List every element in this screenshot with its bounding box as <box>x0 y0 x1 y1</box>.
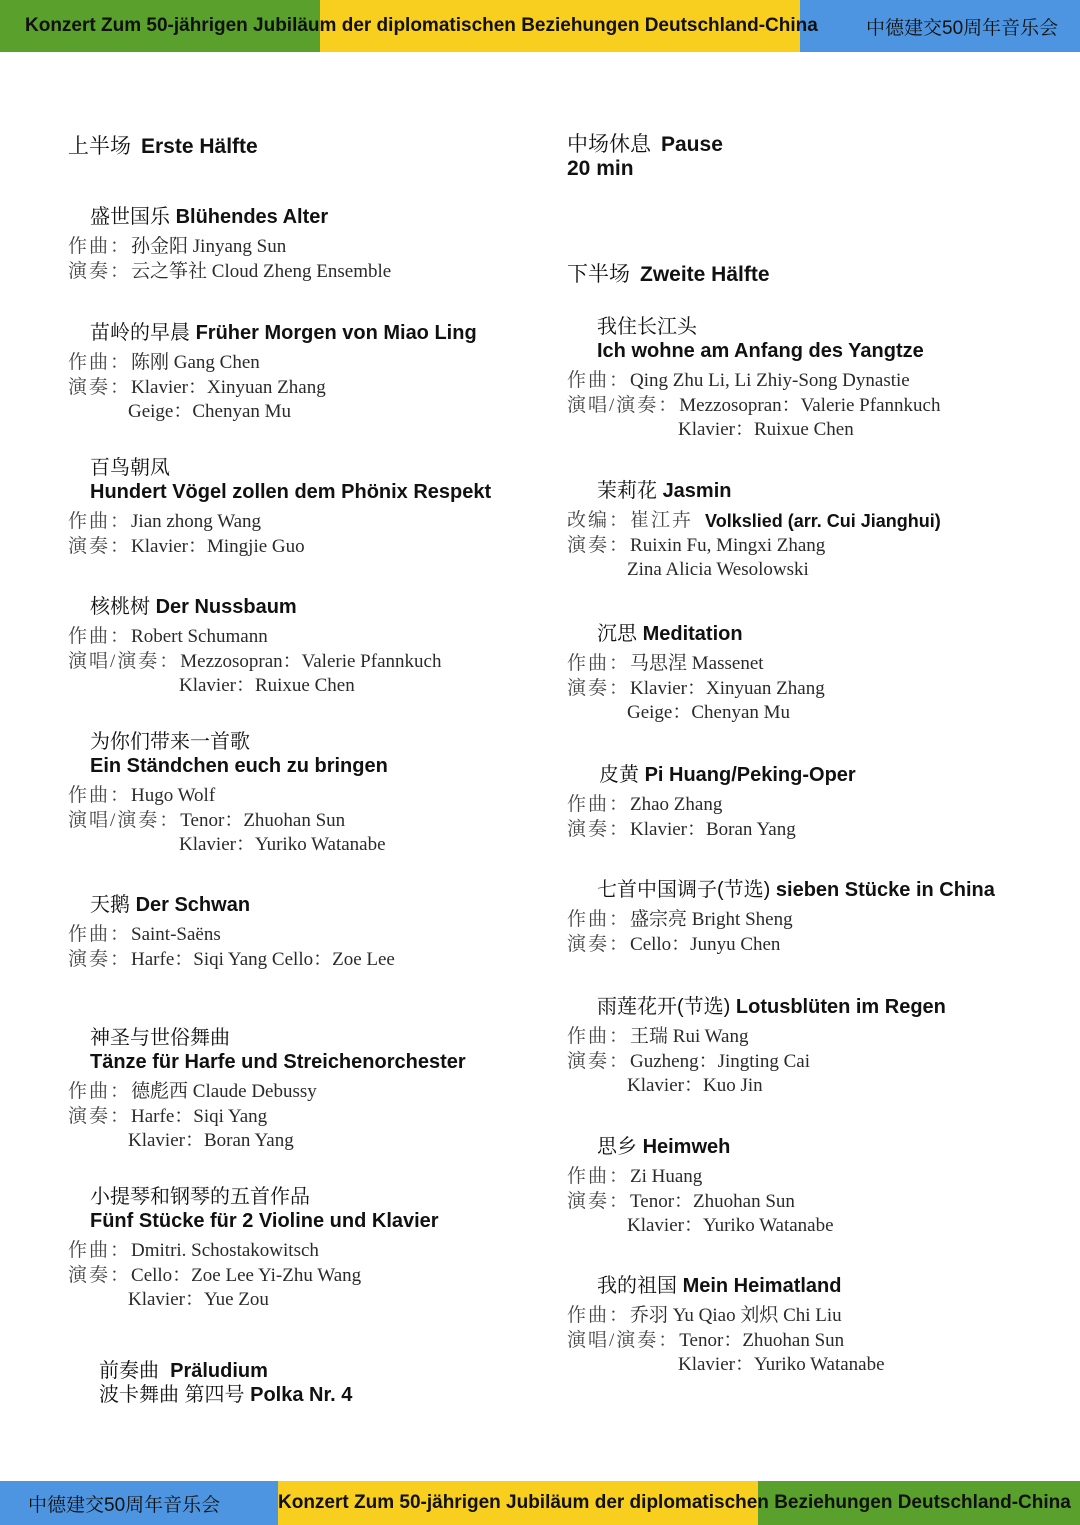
credit-value: Klavier：Yuriko Watanabe <box>179 834 386 855</box>
credit-row <box>68 1105 466 1130</box>
credit-value: Klavier：Kuo Jin <box>627 1075 763 1096</box>
piece-title-de: Der Nussbaum <box>155 596 297 618</box>
credit-value: Hugo Wolf <box>131 785 216 806</box>
credit-row <box>567 1329 885 1354</box>
credit-row <box>567 1190 834 1215</box>
piece-credits <box>567 652 825 726</box>
credit-value: 德彪西 Claude Debussy <box>131 1081 317 1102</box>
piece-title <box>597 479 941 503</box>
piece-title <box>597 995 946 1019</box>
credit-value: Harfe：Siqi Yang <box>131 1105 268 1127</box>
credit-value: Mezzosopran：Valerie Pfannkuch <box>679 394 941 416</box>
piece-title <box>90 595 441 619</box>
piece-title-cn: 我的祖国 <box>597 1275 677 1297</box>
first-half-heading-cn: 上半场 <box>68 135 131 158</box>
credit-row <box>68 923 395 948</box>
credit-label: 作曲： <box>567 909 631 930</box>
credit-row <box>68 784 388 809</box>
piece-title-cn: 沉思 <box>597 623 637 645</box>
credit-value: Klavier：Yuriko Watanabe <box>627 1215 834 1236</box>
credit-label: 演奏： <box>68 1264 132 1286</box>
credit-label: 演奏： <box>68 376 132 398</box>
first-half-piece <box>68 321 477 425</box>
piece-title-cn: 天鹅 <box>90 894 130 916</box>
credit-value: Klavier：Ruixue Chen <box>678 419 854 440</box>
credit-row <box>68 1129 466 1154</box>
credit-row <box>567 1214 834 1239</box>
first-half-piece <box>68 595 441 699</box>
credit-row <box>567 677 825 702</box>
first-half-piece <box>68 456 491 559</box>
credit-value: 王瑞 Rui Wang <box>630 1026 749 1047</box>
credit-label <box>68 1288 128 1313</box>
credit-value: Zina Alicia Wesolowski <box>627 559 809 580</box>
piece-title-de: Der Schwan <box>135 894 251 916</box>
first-half-heading <box>68 130 258 160</box>
credit-row <box>68 1080 466 1105</box>
credit-row <box>567 509 941 534</box>
piece-title <box>599 763 856 787</box>
piece-credits <box>567 369 940 443</box>
second-half-heading <box>567 258 770 288</box>
credit-label: 作曲： <box>68 924 132 945</box>
credit-row <box>68 674 441 699</box>
piece-title-de: Blühendes Alter <box>175 206 329 228</box>
credit-label: 作曲： <box>68 1081 132 1102</box>
credit-value: Klavier：Yue Zou <box>128 1289 269 1310</box>
credit-row <box>567 793 856 818</box>
encore-line-2-cn: 波卡舞曲 第四号 <box>99 1384 245 1406</box>
credit-label: 作曲： <box>68 626 132 647</box>
piece-title-de: Fünf Stücke für 2 Violine und Klavier <box>90 1210 439 1232</box>
credit-value: Geige：Chenyan Mu <box>128 401 292 422</box>
credit-value: Saint-Saëns <box>131 924 221 945</box>
piece-title <box>90 893 395 917</box>
credit-label: 演奏： <box>567 818 631 840</box>
piece-title-de: Ich wohne am Anfang des Yangtze <box>597 340 924 362</box>
credit-value: Tenor：Zhuohan Sun <box>679 1329 845 1351</box>
credit-value: Klavier：Boran Yang <box>630 818 796 840</box>
credit-row <box>68 400 477 425</box>
piece-title-de: Ein Ständchen euch zu bringen <box>90 755 388 777</box>
credit-row <box>567 652 825 677</box>
piece-credits <box>567 793 856 842</box>
credit-value: Klavier：Xinyuan Zhang <box>131 376 326 398</box>
credit-value: Cello：Junyu Chen <box>630 933 781 955</box>
encore-line-2-de: Polka Nr. 4 <box>250 1384 353 1406</box>
piece-title-de: Jasmin <box>662 480 732 502</box>
piece-title <box>597 878 995 902</box>
piece-credits <box>567 908 995 957</box>
footer-title-de: Konzert Zum 50-jährigen Jubiläum der diplomatischen Beziehungen Deutschland-China <box>278 1492 1071 1513</box>
piece-credits <box>68 351 477 425</box>
credit-label: 演奏： <box>567 677 631 699</box>
header-title-de: Konzert Zum 50-jährigen Jubiläum der diplomatischen Beziehungen Deutschland-China <box>25 15 818 36</box>
second-half-piece <box>567 479 941 583</box>
credit-label: 作曲： <box>567 794 631 815</box>
header-bar <box>0 0 1080 52</box>
piece-title-de: Meditation <box>642 623 743 645</box>
credit-row <box>567 818 856 843</box>
piece-credits <box>68 784 388 858</box>
piece-title <box>90 1185 439 1233</box>
credit-label: 改编： <box>567 510 631 531</box>
piece-title-de: Pi Huang/Peking-Oper <box>644 764 856 786</box>
credit-row <box>68 809 388 834</box>
second-half-heading-cn: 下半场 <box>567 263 630 286</box>
piece-title-cn: 核桃树 <box>90 596 150 618</box>
piece-title-cn: 为你们带来一首歌 <box>90 731 250 753</box>
credit-label <box>567 558 627 583</box>
piece-title-cn: 神圣与世俗舞曲 <box>90 1027 230 1049</box>
piece-title-cn: 思乡 <box>597 1136 637 1158</box>
credit-row <box>567 1165 834 1190</box>
credit-value: Tenor：Zhuohan Sun <box>630 1190 795 1212</box>
arranger-cn: 崔江卉 <box>630 510 694 531</box>
credit-value: Qing Zhu Li, Li Zhiy-Song Dynastie <box>630 370 910 391</box>
credit-row <box>567 418 940 443</box>
piece-title-cn: 茉莉花 <box>597 480 657 502</box>
credit-label: 作曲： <box>68 511 132 532</box>
credit-label: 演唱/演奏： <box>567 1329 680 1351</box>
piece-title <box>90 321 477 345</box>
arranger-de: Volkslied (arr. Cui Jianghui) <box>705 511 941 531</box>
credit-value: Dmitri. Schostakowitsch <box>131 1240 319 1261</box>
piece-credits <box>68 235 391 284</box>
credit-label: 演奏： <box>68 260 132 282</box>
piece-title <box>90 730 388 778</box>
credit-value: 孙金阳 Jinyang Sun <box>131 236 287 257</box>
credit-row <box>68 833 388 858</box>
second-half-piece <box>567 1274 885 1378</box>
piece-title <box>90 456 491 504</box>
credit-value: Klavier：Mingjie Guo <box>131 535 305 557</box>
footer-title-cn: 中德建交50周年音乐会 <box>28 1494 221 1516</box>
second-half-piece <box>567 315 940 443</box>
first-half-piece <box>68 893 395 972</box>
credit-row <box>68 510 491 535</box>
credit-row <box>567 1050 946 1075</box>
credit-value: Geige：Chenyan Mu <box>627 702 791 723</box>
piece-title-cn: 苗岭的早晨 <box>90 322 190 344</box>
credit-label <box>567 701 627 726</box>
credit-row <box>68 260 391 285</box>
piece-title <box>597 622 825 646</box>
credit-value: Tenor：Zhuohan Sun <box>180 809 346 831</box>
second-half-piece <box>567 622 825 726</box>
piece-credits <box>68 510 491 559</box>
credit-value: 乔羽 Yu Qiao 刘炽 Chi Liu <box>630 1305 842 1326</box>
credit-row <box>567 1304 885 1329</box>
credit-label: 演奏： <box>68 535 132 557</box>
credit-row <box>68 535 491 560</box>
credit-row <box>567 701 825 726</box>
pause-duration: 20 min <box>567 157 634 180</box>
first-half-piece <box>68 1026 466 1154</box>
credit-row <box>567 558 941 583</box>
credit-label <box>567 418 678 443</box>
credit-value: 马思涅 Massenet <box>630 653 764 674</box>
piece-title-de: Früher Morgen von Miao Ling <box>195 322 477 344</box>
piece-title-de: Heimweh <box>642 1136 731 1158</box>
credit-value: Ruixin Fu, Mingxi Zhang <box>630 534 826 556</box>
encore-line-1-cn: 前奏曲 <box>99 1360 159 1382</box>
credit-row <box>68 235 391 260</box>
credit-label: 作曲： <box>567 370 631 391</box>
second-half-heading-de: Zweite Hälfte <box>640 263 770 286</box>
piece-title <box>597 1135 834 1159</box>
credit-label: 作曲： <box>567 1305 631 1326</box>
credit-row <box>68 650 441 675</box>
piece-title-de: Tänze für Harfe und Streichenorchester <box>90 1051 466 1073</box>
credit-label: 演唱/演奏： <box>68 650 181 672</box>
pause-heading-de: Pause <box>661 133 723 156</box>
piece-title-cn: 我住长江头 <box>597 316 697 338</box>
piece-title-de: Mein Heimatland <box>682 1275 842 1297</box>
credit-label: 演奏： <box>68 948 132 970</box>
credit-label <box>68 674 179 699</box>
first-half-heading-de: Erste Hälfte <box>141 135 258 158</box>
piece-credits <box>68 923 395 972</box>
credit-value: 云之筝社 Cloud Zheng Ensemble <box>131 260 392 282</box>
credit-value: Zi Huang <box>630 1166 703 1187</box>
credit-label: 作曲： <box>68 785 132 806</box>
piece-title-de: Hundert Vögel zollen dem Phönix Respekt <box>90 481 492 503</box>
credit-label: 演奏： <box>567 1050 631 1072</box>
piece-title <box>597 315 940 363</box>
second-half-piece <box>567 1135 834 1239</box>
second-half-piece <box>567 763 856 842</box>
credit-value: Jian zhong Wang <box>131 511 262 532</box>
credit-value: Cello：Zoe Lee Yi-Zhu Wang <box>131 1264 362 1286</box>
piece-credits <box>567 1304 885 1378</box>
piece-title <box>90 205 391 229</box>
credit-row <box>567 1353 885 1378</box>
credit-label: 演奏： <box>567 534 631 556</box>
piece-title <box>597 1274 885 1298</box>
credit-value: Zhao Zhang <box>630 794 723 815</box>
credit-row <box>68 948 395 973</box>
credit-label: 作曲： <box>567 1166 631 1187</box>
credit-label: 演唱/演奏： <box>567 394 680 416</box>
encore-line-1 <box>99 1359 352 1383</box>
credit-value: 盛宗亮 Bright Sheng <box>630 909 793 930</box>
first-half-piece <box>68 730 388 858</box>
piece-title-cn: 小提琴和钢琴的五首作品 <box>90 1186 310 1208</box>
credit-label: 作曲： <box>68 352 132 373</box>
credit-row <box>567 394 940 419</box>
credit-label <box>567 1353 678 1378</box>
credit-value: Klavier：Ruixue Chen <box>179 675 355 696</box>
credit-label: 作曲： <box>68 1240 132 1261</box>
piece-title-cn: 七首中国调子(节选) <box>597 879 771 901</box>
piece-title-de: sieben Stücke in China <box>775 879 995 901</box>
first-half-piece <box>68 205 391 284</box>
credit-row <box>68 1239 439 1264</box>
piece-title-cn: 皮黄 <box>599 764 639 786</box>
credit-row <box>68 1288 439 1313</box>
header-title-cn: 中德建交50周年音乐会 <box>866 17 1059 39</box>
piece-title-cn: 雨莲花开(节选) <box>597 996 731 1018</box>
credit-label <box>68 400 128 425</box>
second-half-piece <box>567 995 946 1099</box>
credit-row <box>567 1025 946 1050</box>
piece-credits <box>567 1165 834 1239</box>
credit-label <box>567 1214 627 1239</box>
credit-label: 演奏： <box>567 1190 631 1212</box>
credit-value: Guzheng：Jingting Cai <box>630 1050 810 1072</box>
credit-row <box>567 534 941 559</box>
piece-title-cn: 盛世国乐 <box>90 206 170 228</box>
credit-value: Klavier：Xinyuan Zhang <box>630 677 825 699</box>
credit-label <box>68 833 179 858</box>
credit-value: Robert Schumann <box>131 626 268 647</box>
credit-row <box>68 1264 439 1289</box>
encore <box>99 1359 352 1407</box>
credit-row <box>567 933 995 958</box>
piece-credits <box>68 1080 466 1154</box>
encore-line-2 <box>99 1383 352 1407</box>
credit-label: 作曲： <box>567 653 631 674</box>
credit-row <box>567 369 940 394</box>
piece-credits <box>567 509 941 583</box>
footer-bar <box>0 1481 1080 1525</box>
credit-row <box>68 376 477 401</box>
credit-label: 作曲： <box>68 236 132 257</box>
credit-label: 作曲： <box>567 1026 631 1047</box>
credit-label: 演唱/演奏： <box>68 809 181 831</box>
second-half-piece <box>567 878 995 957</box>
credit-row <box>68 351 477 376</box>
credit-row <box>567 908 995 933</box>
piece-credits <box>567 1025 946 1099</box>
credit-label <box>68 1129 128 1154</box>
credit-value: 陈刚 Gang Chen <box>131 352 260 373</box>
credit-row <box>567 1074 946 1099</box>
credit-label <box>567 1074 627 1099</box>
credit-label: 演奏： <box>567 933 631 955</box>
credit-value: Harfe：Siqi Yang Cello：Zoe Lee <box>131 948 395 970</box>
pause-heading-cn: 中场休息 <box>567 133 651 156</box>
first-half-piece <box>68 1185 439 1313</box>
credit-value: Klavier：Yuriko Watanabe <box>678 1354 885 1375</box>
credit-value: Mezzosopran：Valerie Pfannkuch <box>180 650 442 672</box>
piece-credits <box>68 1239 439 1313</box>
credit-row <box>68 625 441 650</box>
credit-value: Klavier：Boran Yang <box>128 1130 294 1151</box>
piece-title-de: Lotusblüten im Regen <box>735 996 946 1018</box>
credit-label: 演奏： <box>68 1105 132 1127</box>
encore-line-1-de: Präludium <box>170 1360 268 1382</box>
piece-title-cn: 百鸟朝凤 <box>90 457 170 479</box>
piece-credits <box>68 625 441 699</box>
piece-title <box>90 1026 466 1074</box>
pause-heading <box>567 128 723 158</box>
